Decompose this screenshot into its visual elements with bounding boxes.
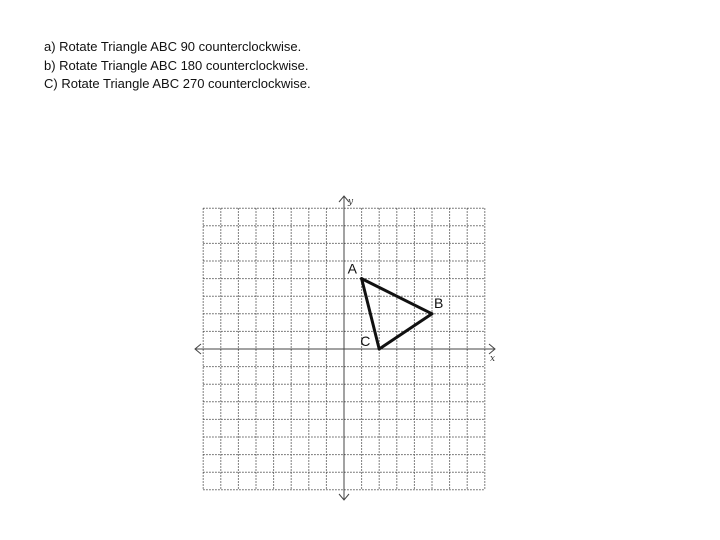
- instruction-b: b) Rotate Triangle ABC 180 counterclockwise.: [44, 57, 309, 73]
- vertex-label-b: B: [434, 294, 444, 311]
- y-axis-label: y: [348, 197, 354, 207]
- vertex-label-a: A: [347, 260, 357, 277]
- instruction-c: C) Rotate Triangle ABC 270 counterclockwise.: [44, 76, 311, 91]
- instruction-a: a) Rotate Triangle ABC 90 counterclockwise.: [44, 39, 302, 54]
- vertex-label-c: C: [360, 333, 371, 349]
- x-axis-label: x: [490, 354, 496, 364]
